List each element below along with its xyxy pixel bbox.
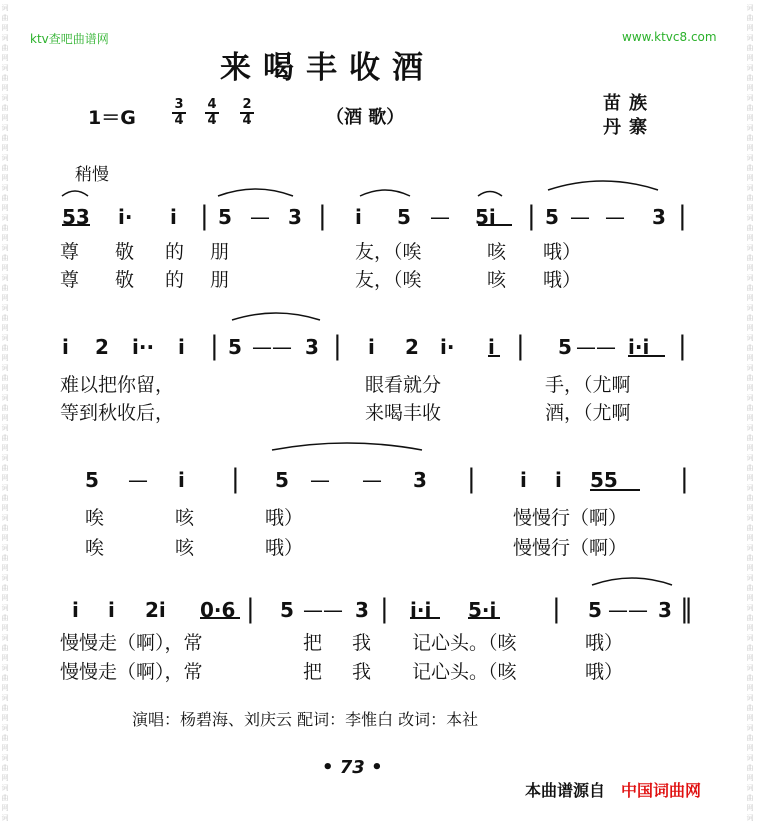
watermark-glyph: 网 (746, 534, 754, 542)
watermark-glyph: 曲 (746, 164, 754, 172)
note: i·i (410, 598, 432, 622)
lyric-word: 友，（唉 (355, 269, 422, 291)
note: 5 (275, 468, 289, 492)
watermark-glyph: 词 (1, 304, 9, 312)
watermark-glyph: 曲 (1, 614, 9, 622)
lyric-word: 哦） (543, 269, 582, 291)
watermark-glyph: 曲 (1, 494, 9, 502)
lyric-word: 眼看就分 (365, 374, 442, 396)
watermark-glyph: 词 (1, 274, 9, 282)
watermark-glyph: 词 (1, 724, 9, 732)
note: i· (440, 335, 455, 359)
watermark-glyph: 词 (1, 694, 9, 702)
note: 5 (397, 205, 411, 229)
lyric-word: 的 (165, 241, 185, 263)
watermark-glyph: 曲 (1, 644, 9, 652)
watermark-glyph: 网 (1, 474, 9, 482)
note: 3 (288, 205, 302, 229)
watermark-glyph: 网 (746, 114, 754, 122)
watermark-glyph: 词 (746, 664, 754, 672)
lyric-word: 咳 (175, 507, 195, 529)
lyric-word: 友，（唉 (355, 241, 422, 263)
watermark-glyph: 网 (746, 654, 754, 662)
lyric-word: 我 (352, 661, 372, 683)
watermark-glyph: 曲 (746, 464, 754, 472)
lyric-word: 手，（尤啊 (545, 374, 631, 396)
watermark-glyph: 曲 (1, 74, 9, 82)
watermark-glyph: 网 (746, 564, 754, 572)
watermark-glyph: 曲 (746, 74, 754, 82)
note: 5·i (468, 598, 497, 622)
lyric-word: 哦） (265, 507, 304, 529)
note: i (520, 468, 527, 492)
lyric-word: 慢慢走（啊），常 (60, 632, 203, 654)
watermark-glyph: 曲 (746, 734, 754, 742)
watermark-glyph: 曲 (1, 314, 9, 322)
note: — (310, 468, 330, 492)
watermark-glyph: 曲 (1, 734, 9, 742)
barline: | (318, 201, 327, 231)
watermark-glyph: 曲 (1, 104, 9, 112)
time-signature: 2 4 (238, 99, 256, 127)
watermark-glyph: 词 (746, 484, 754, 492)
barline: | (680, 464, 689, 494)
note: —— (608, 598, 648, 622)
credits: 演唱：杨碧海、刘庆云 配词：李惟白 改词：本社 (132, 710, 479, 729)
watermark-glyph: 曲 (746, 524, 754, 532)
watermark-glyph: 词 (746, 304, 754, 312)
watermark-glyph: 曲 (1, 134, 9, 142)
watermark-glyph: 曲 (1, 404, 9, 412)
watermark-glyph: 曲 (1, 284, 9, 292)
note: 53 (62, 205, 90, 229)
watermark-glyph: 网 (1, 264, 9, 272)
lyric-word: 尊 (60, 241, 80, 263)
watermark-glyph: 曲 (746, 674, 754, 682)
watermark-glyph: 网 (746, 204, 754, 212)
note: 3 (355, 598, 369, 622)
lyric-word: 唉 (85, 507, 105, 529)
song-title: 来喝丰收酒 (220, 50, 435, 86)
watermark-glyph: 词 (746, 394, 754, 402)
note: — (362, 468, 382, 492)
note: i (555, 468, 562, 492)
note: i·i (628, 335, 650, 359)
watermark-glyph: 词 (746, 694, 754, 702)
note: i· (118, 205, 133, 229)
watermark-glyph: 网 (1, 84, 9, 92)
note: i (170, 205, 177, 229)
watermark-glyph: 网 (1, 564, 9, 572)
watermark-glyph: 网 (1, 804, 9, 812)
watermark-glyph: 曲 (1, 764, 9, 772)
note: —— (576, 335, 616, 359)
lyric-word: 记心头。（咳 (412, 661, 517, 683)
watermark-glyph: 网 (1, 204, 9, 212)
note: 5 (588, 598, 602, 622)
watermark-glyph: 网 (1, 654, 9, 662)
watermark-glyph: 网 (746, 474, 754, 482)
watermark-glyph: 词 (746, 4, 754, 12)
note: 5 (228, 335, 242, 359)
lyric-word: 慢慢行（啊） (513, 507, 628, 529)
note: i·· (132, 335, 155, 359)
note: 5i (475, 205, 496, 229)
watermark-glyph: 曲 (1, 434, 9, 442)
watermark-glyph: 词 (1, 604, 9, 612)
barline: | (467, 464, 476, 494)
watermark-glyph: 词 (746, 124, 754, 132)
note: 3 (305, 335, 319, 359)
watermark-glyph: 曲 (746, 584, 754, 592)
watermark-glyph: 曲 (746, 14, 754, 22)
watermark-glyph: 网 (1, 24, 9, 32)
watermark-glyph: 网 (1, 174, 9, 182)
watermark-glyph: 网 (746, 144, 754, 152)
watermark-glyph: 词 (746, 604, 754, 612)
note: i (368, 335, 375, 359)
watermark-glyph: 词 (1, 574, 9, 582)
watermark-glyph: 曲 (746, 104, 754, 112)
watermark-glyph: 曲 (1, 524, 9, 532)
site-watermark-left: ktv查吧曲谱网 (30, 32, 109, 46)
watermark-glyph: 词 (746, 544, 754, 552)
lyric-word: 我 (352, 632, 372, 654)
time-signature: 4 4 (203, 99, 221, 127)
watermark-glyph: 网 (746, 744, 754, 752)
note: — (250, 205, 270, 229)
note: i (108, 598, 115, 622)
watermark-glyph: 网 (746, 234, 754, 242)
site-watermark-right: www.ktvc8.com (622, 30, 717, 44)
barline: | (246, 594, 255, 624)
watermark-glyph: 词 (1, 454, 9, 462)
watermark-glyph: 网 (746, 54, 754, 62)
note: i (488, 335, 495, 359)
watermark-glyph: 网 (1, 534, 9, 542)
watermark-glyph: 曲 (746, 44, 754, 52)
note: 5 (545, 205, 559, 229)
note: 55 (590, 468, 618, 492)
watermark-glyph: 网 (1, 354, 9, 362)
watermark-glyph: 网 (746, 684, 754, 692)
watermark-glyph: 曲 (746, 794, 754, 802)
watermark-glyph: 曲 (746, 254, 754, 262)
watermark-glyph: 曲 (746, 134, 754, 142)
watermark-glyph: 词 (1, 64, 9, 72)
note: 5 (85, 468, 99, 492)
watermark-glyph: 曲 (746, 344, 754, 352)
time-signature: 3 4 (170, 99, 188, 127)
watermark-glyph: 曲 (746, 314, 754, 322)
watermark-glyph: 曲 (1, 464, 9, 472)
watermark-glyph: 词 (1, 514, 9, 522)
barline: | (678, 201, 687, 231)
watermark-glyph: 词 (1, 364, 9, 372)
watermark-glyph: 网 (1, 384, 9, 392)
watermark-glyph: 词 (746, 244, 754, 252)
note: i (355, 205, 362, 229)
barline: | (516, 331, 525, 361)
barline: ‖ (680, 594, 693, 624)
note: i (72, 598, 79, 622)
watermark-glyph: 网 (746, 444, 754, 452)
note: 2 (405, 335, 419, 359)
watermark-glyph: 网 (1, 744, 9, 752)
watermark-glyph: 词 (1, 94, 9, 102)
watermark-glyph: 网 (1, 624, 9, 632)
watermark-glyph: 网 (746, 804, 754, 812)
watermark-glyph: 曲 (1, 14, 9, 22)
watermark-glyph: 曲 (1, 194, 9, 202)
watermark-glyph: 曲 (1, 704, 9, 712)
lyric-word: 朋 (210, 269, 230, 291)
tempo-marking: 稍慢 (75, 165, 109, 185)
watermark-glyph: 词 (1, 154, 9, 162)
note: — (430, 205, 450, 229)
lyric-word: 唉 (85, 537, 105, 559)
note: 3 (652, 205, 666, 229)
note: 5 (558, 335, 572, 359)
watermark-glyph: 词 (1, 634, 9, 642)
barline: | (200, 201, 209, 231)
lyric-word: 酒，（尤啊 (545, 402, 631, 424)
watermark-glyph: 网 (1, 54, 9, 62)
lyric-word: 敬 (115, 241, 135, 263)
barline: | (678, 331, 687, 361)
watermark-glyph: 曲 (1, 374, 9, 382)
watermark-glyph: 网 (746, 264, 754, 272)
watermark-glyph: 曲 (746, 764, 754, 772)
barline: | (552, 594, 561, 624)
watermark-glyph: 词 (1, 244, 9, 252)
watermark-glyph: 词 (746, 814, 754, 822)
watermark-glyph: 曲 (746, 494, 754, 502)
lyric-word: 朋 (210, 241, 230, 263)
watermark-glyph: 曲 (746, 404, 754, 412)
watermark-glyph: 词 (746, 154, 754, 162)
watermark-glyph: 网 (1, 144, 9, 152)
watermark-glyph: 网 (746, 24, 754, 32)
barline: | (333, 331, 342, 361)
watermark-glyph: 曲 (1, 674, 9, 682)
lyric-word: 咳 (487, 241, 507, 263)
lyric-word: 哦） (543, 241, 582, 263)
note: —— (303, 598, 343, 622)
watermark-glyph: 网 (1, 714, 9, 722)
watermark-glyph: 网 (1, 294, 9, 302)
watermark-glyph: 网 (746, 174, 754, 182)
watermark-glyph: 曲 (1, 224, 9, 232)
watermark-glyph: 词 (1, 424, 9, 432)
lyric-word: 哦） (585, 661, 624, 683)
lyric-word: 难以把你留， (60, 374, 175, 396)
watermark-glyph: 词 (746, 454, 754, 462)
watermark-glyph: 词 (1, 394, 9, 402)
barline: | (231, 464, 240, 494)
lyric-word: 慢慢行（啊） (513, 537, 628, 559)
watermark-glyph: 词 (746, 34, 754, 42)
note: 2i (145, 598, 166, 622)
watermark-glyph: 网 (746, 774, 754, 782)
barline: | (210, 331, 219, 361)
watermark-glyph: 网 (746, 384, 754, 392)
watermark-glyph: 曲 (746, 644, 754, 652)
note: 0·6 (200, 598, 236, 622)
lyric-word: 来喝丰收 (365, 402, 442, 424)
page-number: • 73 • (322, 757, 383, 778)
watermark-glyph: 词 (1, 184, 9, 192)
note: 5 (280, 598, 294, 622)
watermark-glyph: 词 (1, 784, 9, 792)
watermark-glyph: 网 (746, 504, 754, 512)
watermark-glyph: 曲 (1, 254, 9, 262)
watermark-glyph: 网 (1, 414, 9, 422)
watermark-glyph: 网 (1, 234, 9, 242)
watermark-glyph: 词 (746, 334, 754, 342)
watermark-glyph: 词 (746, 184, 754, 192)
key-signature: 1＝G (88, 107, 136, 129)
note: — (605, 205, 625, 229)
song-genre: （酒 歌） (326, 107, 405, 128)
note: — (128, 468, 148, 492)
watermark-glyph: 网 (1, 114, 9, 122)
note: 3 (658, 598, 672, 622)
watermark-glyph: 词 (746, 94, 754, 102)
lyric-word: 把 (303, 661, 323, 683)
source-note: 本曲谱源自 中国词曲网 (525, 781, 702, 800)
watermark-glyph: 词 (1, 814, 9, 822)
watermark-glyph: 网 (1, 444, 9, 452)
lyric-word: 慢慢走（啊），常 (60, 661, 203, 683)
lyric-word: 等到秋收后， (60, 402, 175, 424)
watermark-glyph: 曲 (746, 554, 754, 562)
note: —— (252, 335, 292, 359)
watermark-glyph: 词 (746, 364, 754, 372)
watermark-glyph: 词 (746, 274, 754, 282)
note: 2 (95, 335, 109, 359)
watermark-glyph: 网 (746, 84, 754, 92)
lyric-word: 记心头。（咳 (412, 632, 517, 654)
watermark-glyph: 词 (746, 634, 754, 642)
note: 5 (218, 205, 232, 229)
note: i (178, 335, 185, 359)
watermark-glyph: 曲 (746, 614, 754, 622)
watermark-glyph: 曲 (746, 284, 754, 292)
watermark-glyph: 词 (746, 64, 754, 72)
lyric-word: 咳 (487, 269, 507, 291)
note: i (62, 335, 69, 359)
watermark-glyph: 词 (746, 574, 754, 582)
note: — (570, 205, 590, 229)
watermark-glyph: 曲 (1, 164, 9, 172)
watermark-glyph: 曲 (1, 584, 9, 592)
watermark-glyph: 曲 (746, 224, 754, 232)
watermark-glyph: 词 (746, 214, 754, 222)
watermark-glyph: 词 (1, 754, 9, 762)
watermark-glyph: 网 (1, 684, 9, 692)
watermark-glyph: 网 (746, 624, 754, 632)
watermark-glyph: 词 (1, 334, 9, 342)
watermark-glyph: 词 (746, 514, 754, 522)
watermark-glyph: 曲 (746, 704, 754, 712)
lyric-word: 咳 (175, 537, 195, 559)
watermark-glyph: 网 (746, 294, 754, 302)
watermark-glyph: 网 (1, 504, 9, 512)
lyric-word: 的 (165, 269, 185, 291)
watermark-glyph: 词 (1, 34, 9, 42)
watermark-glyph: 网 (746, 354, 754, 362)
watermark-glyph: 曲 (746, 374, 754, 382)
lyric-word: 哦） (265, 537, 304, 559)
watermark-glyph: 网 (746, 714, 754, 722)
barline: | (380, 594, 389, 624)
lyric-word: 把 (303, 632, 323, 654)
watermark-glyph: 网 (1, 594, 9, 602)
watermark-glyph: 曲 (1, 554, 9, 562)
watermark-glyph: 曲 (746, 194, 754, 202)
watermark-glyph: 曲 (1, 344, 9, 352)
watermark-glyph: 词 (746, 784, 754, 792)
watermark-glyph: 词 (746, 424, 754, 432)
watermark-glyph: 词 (1, 484, 9, 492)
watermark-glyph: 词 (746, 724, 754, 732)
lyric-word: 敬 (115, 269, 135, 291)
watermark-glyph: 网 (1, 774, 9, 782)
watermark-glyph: 词 (1, 544, 9, 552)
watermark-glyph: 曲 (1, 44, 9, 52)
watermark-glyph: 词 (1, 214, 9, 222)
note: 3 (413, 468, 427, 492)
lyric-word: 尊 (60, 269, 80, 291)
watermark-glyph: 曲 (746, 434, 754, 442)
watermark-glyph: 网 (1, 324, 9, 332)
watermark-glyph: 网 (746, 324, 754, 332)
watermark-glyph: 网 (746, 594, 754, 602)
watermark-glyph: 曲 (1, 794, 9, 802)
song-origin: 苗族 丹寨 (603, 93, 655, 138)
lyric-word: 哦） (585, 632, 624, 654)
watermark-glyph: 词 (1, 4, 9, 12)
barline: | (527, 201, 536, 231)
watermark-glyph: 词 (1, 664, 9, 672)
watermark-glyph: 词 (1, 124, 9, 132)
watermark-glyph: 词 (746, 754, 754, 762)
note: i (178, 468, 185, 492)
watermark-glyph: 网 (746, 414, 754, 422)
